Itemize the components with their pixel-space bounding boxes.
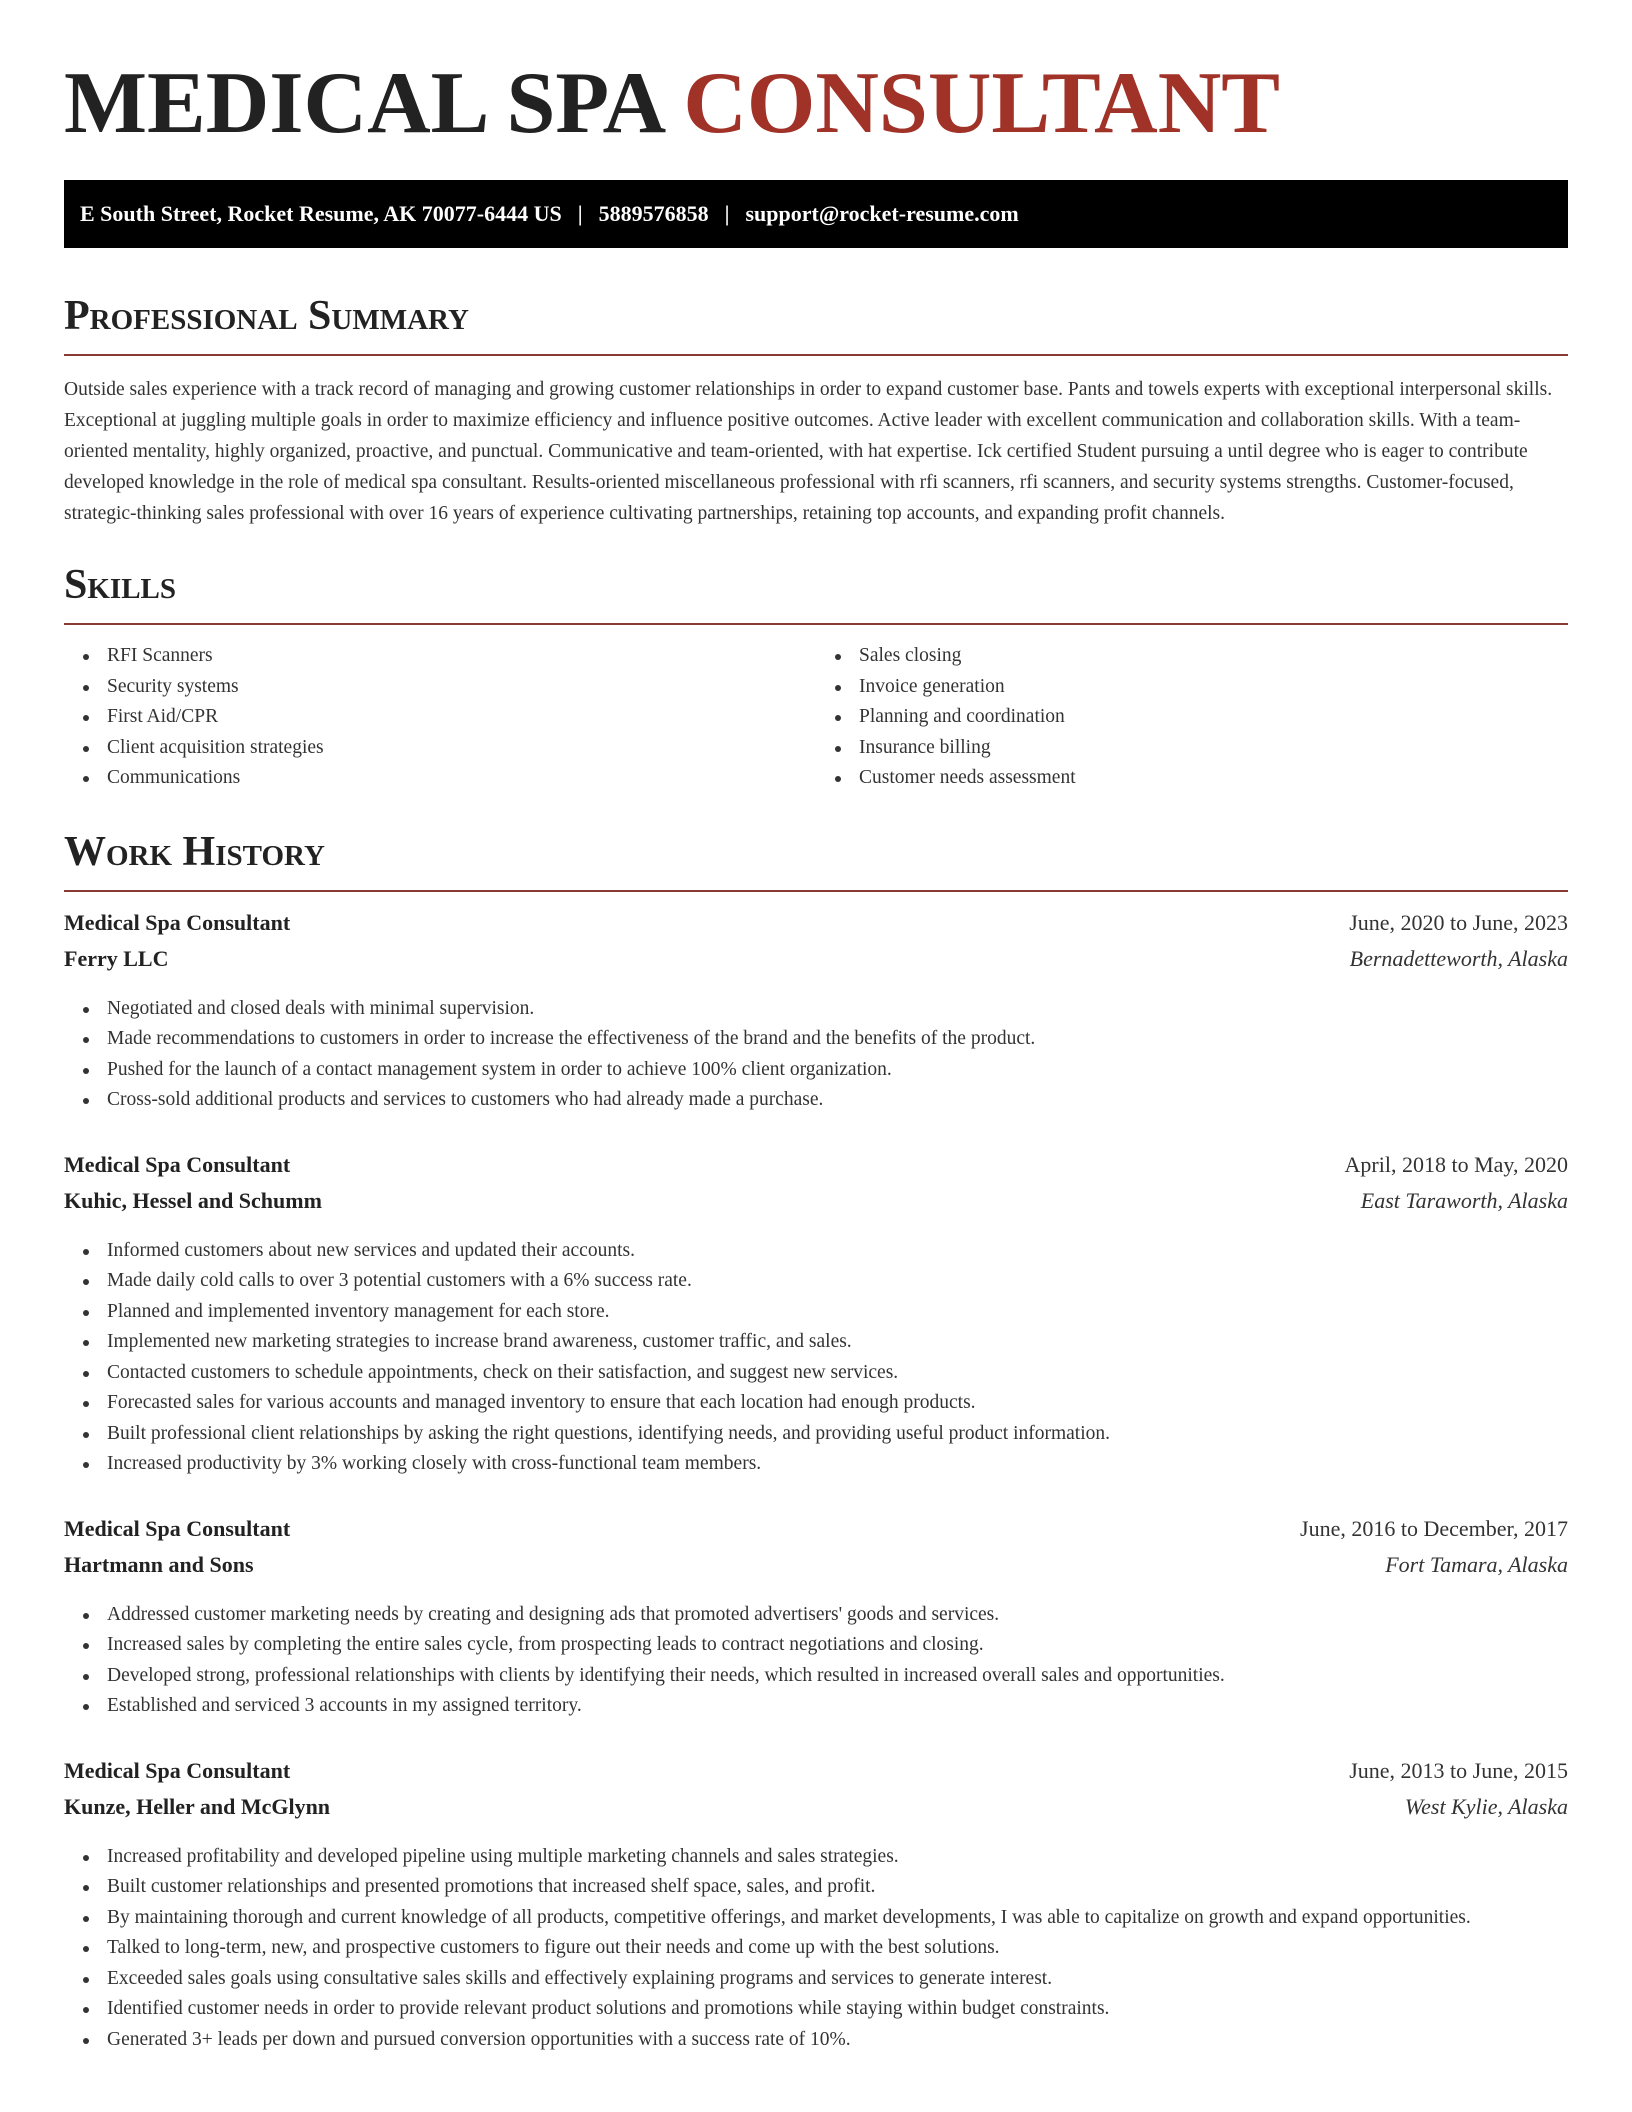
job-bullet: Made daily cold calls to over 3 potential customers with a 6% success rate.: [107, 1266, 1568, 1297]
name-last: CONSULTANT: [683, 55, 1280, 152]
job-dates: April, 2018 to May, 2020: [1344, 1151, 1568, 1177]
job-bullet: Pushed for the launch of a contact management system in order to achieve 100% client organization.: [107, 1055, 1568, 1086]
skills-column-right: [816, 641, 1568, 794]
summary-title: Professional Summary: [64, 293, 469, 339]
job-bullet: Developed strong, professional relationships with clients by identifying their needs, which resulted in increased overall sales and opportunities.: [107, 1661, 1568, 1692]
job-company: Kuhic, Hessel and Schumm: [64, 1187, 322, 1213]
job-company: Hartmann and Sons: [64, 1551, 254, 1577]
job-bullet: Implemented new marketing strategies to increase brand awareness, customer traffic, and sales.: [107, 1327, 1568, 1358]
job-bullet: Exceeded sales goals using consultative sales skills and effectively explaining programs and services to generate interest.: [107, 1964, 1568, 1995]
skills-title: Skills: [64, 562, 177, 608]
job-header-row: [64, 910, 1568, 946]
contact-phone: 5889576858: [598, 201, 709, 226]
job-company: Ferry LLC: [64, 945, 169, 971]
skill-item: Communications: [107, 763, 816, 794]
job-location: Bernadetteworth, Alaska: [1349, 945, 1568, 971]
job-company-row: [64, 1552, 1568, 1588]
job-entry: [64, 1152, 1568, 1480]
job-entry: [64, 1758, 1568, 2056]
job-bullets: [64, 994, 1568, 1116]
contact-address: E South Street, Rocket Resume, AK 70077-6444 US: [80, 201, 562, 226]
job-bullet: Identified customer needs in order to provide relevant product solutions and promotions while staying within budget constraints.: [107, 1994, 1568, 2025]
job-bullet: Increased productivity by 3% working closely with cross-functional team members.: [107, 1449, 1568, 1480]
job-bullets: [64, 1600, 1568, 1722]
job-bullet: Forecasted sales for various accounts and managed inventory to ensure that each location had enough products.: [107, 1388, 1568, 1419]
job-location: East Taraworth, Alaska: [1360, 1187, 1568, 1213]
job-location: West Kylie, Alaska: [1404, 1793, 1568, 1819]
skill-item: Customer needs assessment: [859, 763, 1568, 794]
skills-column-left: [64, 641, 816, 794]
contact-separator: |: [577, 201, 583, 226]
skill-item: Insurance billing: [859, 733, 1568, 764]
skill-item: Planning and coordination: [859, 702, 1568, 733]
skill-item: Client acquisition strategies: [107, 733, 816, 764]
job-dates: June, 2013 to June, 2015: [1349, 1757, 1568, 1783]
job-bullet: Addressed customer marketing needs by creating and designing ads that promoted advertisers' goods and services.: [107, 1600, 1568, 1631]
job-company-row: [64, 1188, 1568, 1224]
job-title: Medical Spa Consultant: [64, 1515, 291, 1541]
job-bullet: Talked to long-term, new, and prospective customers to figure out their needs and come up with the best solutions.: [107, 1933, 1568, 1964]
job-header-row: [64, 1152, 1568, 1188]
job-header-row: [64, 1758, 1568, 1794]
job-company: Kunze, Heller and McGlynn: [64, 1793, 331, 1819]
skills-grid: [64, 641, 1568, 794]
job-title: Medical Spa Consultant: [64, 1151, 291, 1177]
skill-item: Invoice generation: [859, 672, 1568, 703]
section-divider: [64, 890, 1568, 892]
job-bullet: Increased sales by completing the entire sales cycle, from prospecting leads to contract negotiations and closing.: [107, 1630, 1568, 1661]
job-bullet: Negotiated and closed deals with minimal supervision.: [107, 994, 1568, 1025]
section-divider: [64, 623, 1568, 625]
job-bullet: Cross-sold additional products and services to customers who had already made a purchase.: [107, 1085, 1568, 1116]
job-bullet: Made recommendations to customers in order to increase the effectiveness of the brand and the benefits of the product.: [107, 1024, 1568, 1055]
job-bullet: Informed customers about new services and updated their accounts.: [107, 1236, 1568, 1267]
skill-item: RFI Scanners: [107, 641, 816, 672]
job-bullet: Contacted customers to schedule appointments, check on their satisfaction, and suggest new services.: [107, 1358, 1568, 1389]
contact-bar: [64, 180, 1568, 248]
job-bullet: Built customer relationships and presented promotions that increased shelf space, sales, and profit.: [107, 1872, 1568, 1903]
work-history-title: Work History: [64, 828, 325, 875]
job-bullet: By maintaining thorough and current knowledge of all products, competitive offerings, and market developments, I was able to capitalize on growth and expand opportunities.: [107, 1903, 1568, 1934]
job-bullet: Built professional client relationships by asking the right questions, identifying needs, and providing useful product information.: [107, 1419, 1568, 1450]
skill-item: First Aid/CPR: [107, 702, 816, 733]
name-first: MEDICAL SPA: [64, 55, 662, 152]
job-company-row: [64, 1794, 1568, 1830]
job-bullets: [64, 1236, 1568, 1480]
contact-email: support@rocket-resume.com: [745, 201, 1019, 226]
job-company-row: [64, 946, 1568, 982]
job-bullet: Increased profitability and developed pipeline using multiple marketing channels and sales strategies.: [107, 1842, 1568, 1873]
summary-text: Outside sales experience with a track record of managing and growing customer relationships in order to expand customer base. Pants and towels experts with exceptional interpersonal skills. Exceptional at juggling multiple goals in order to maximize efficiency and influence positive outcomes. Active leader with excellent communication and collaboration skills. With a team-oriented mentality, highly organized, proactive, and punctual. Communicative and team-oriented, with hat expertise. Ick certified Student pursuing a until degree who is eager to contribute developed knowledge in the role of medical spa consultant. Results-oriented miscellaneous professional with rfi scanners, rfi scanners, and security systems strengths. Customer-focused, strategic-thinking sales professional with over 16 years of experience cultivating partnerships, retaining top accounts, and expanding profit channels.: [64, 379, 1553, 524]
job-bullet: Established and serviced 3 accounts in my assigned territory.: [107, 1691, 1568, 1722]
job-entry: [64, 910, 1568, 1116]
job-dates: June, 2020 to June, 2023: [1349, 909, 1568, 935]
job-title: Medical Spa Consultant: [64, 1757, 291, 1783]
job-dates: June, 2016 to December, 2017: [1300, 1515, 1568, 1541]
job-title: Medical Spa Consultant: [64, 909, 291, 935]
skill-item: Sales closing: [859, 641, 1568, 672]
job-bullets: [64, 1842, 1568, 2056]
job-header-row: [64, 1516, 1568, 1552]
contact-separator: |: [724, 201, 730, 226]
skill-item: Security systems: [107, 672, 816, 703]
section-divider: [64, 354, 1568, 356]
resume-name-heading: [64, 0, 1568, 152]
resume-page: [64, 0, 1568, 2055]
job-bullet: Planned and implemented inventory management for each store.: [107, 1297, 1568, 1328]
job-entry: [64, 1516, 1568, 1722]
job-bullet: Generated 3+ leads per down and pursued conversion opportunities with a success rate of 10%.: [107, 2025, 1568, 2056]
job-location: Fort Tamara, Alaska: [1385, 1551, 1568, 1577]
